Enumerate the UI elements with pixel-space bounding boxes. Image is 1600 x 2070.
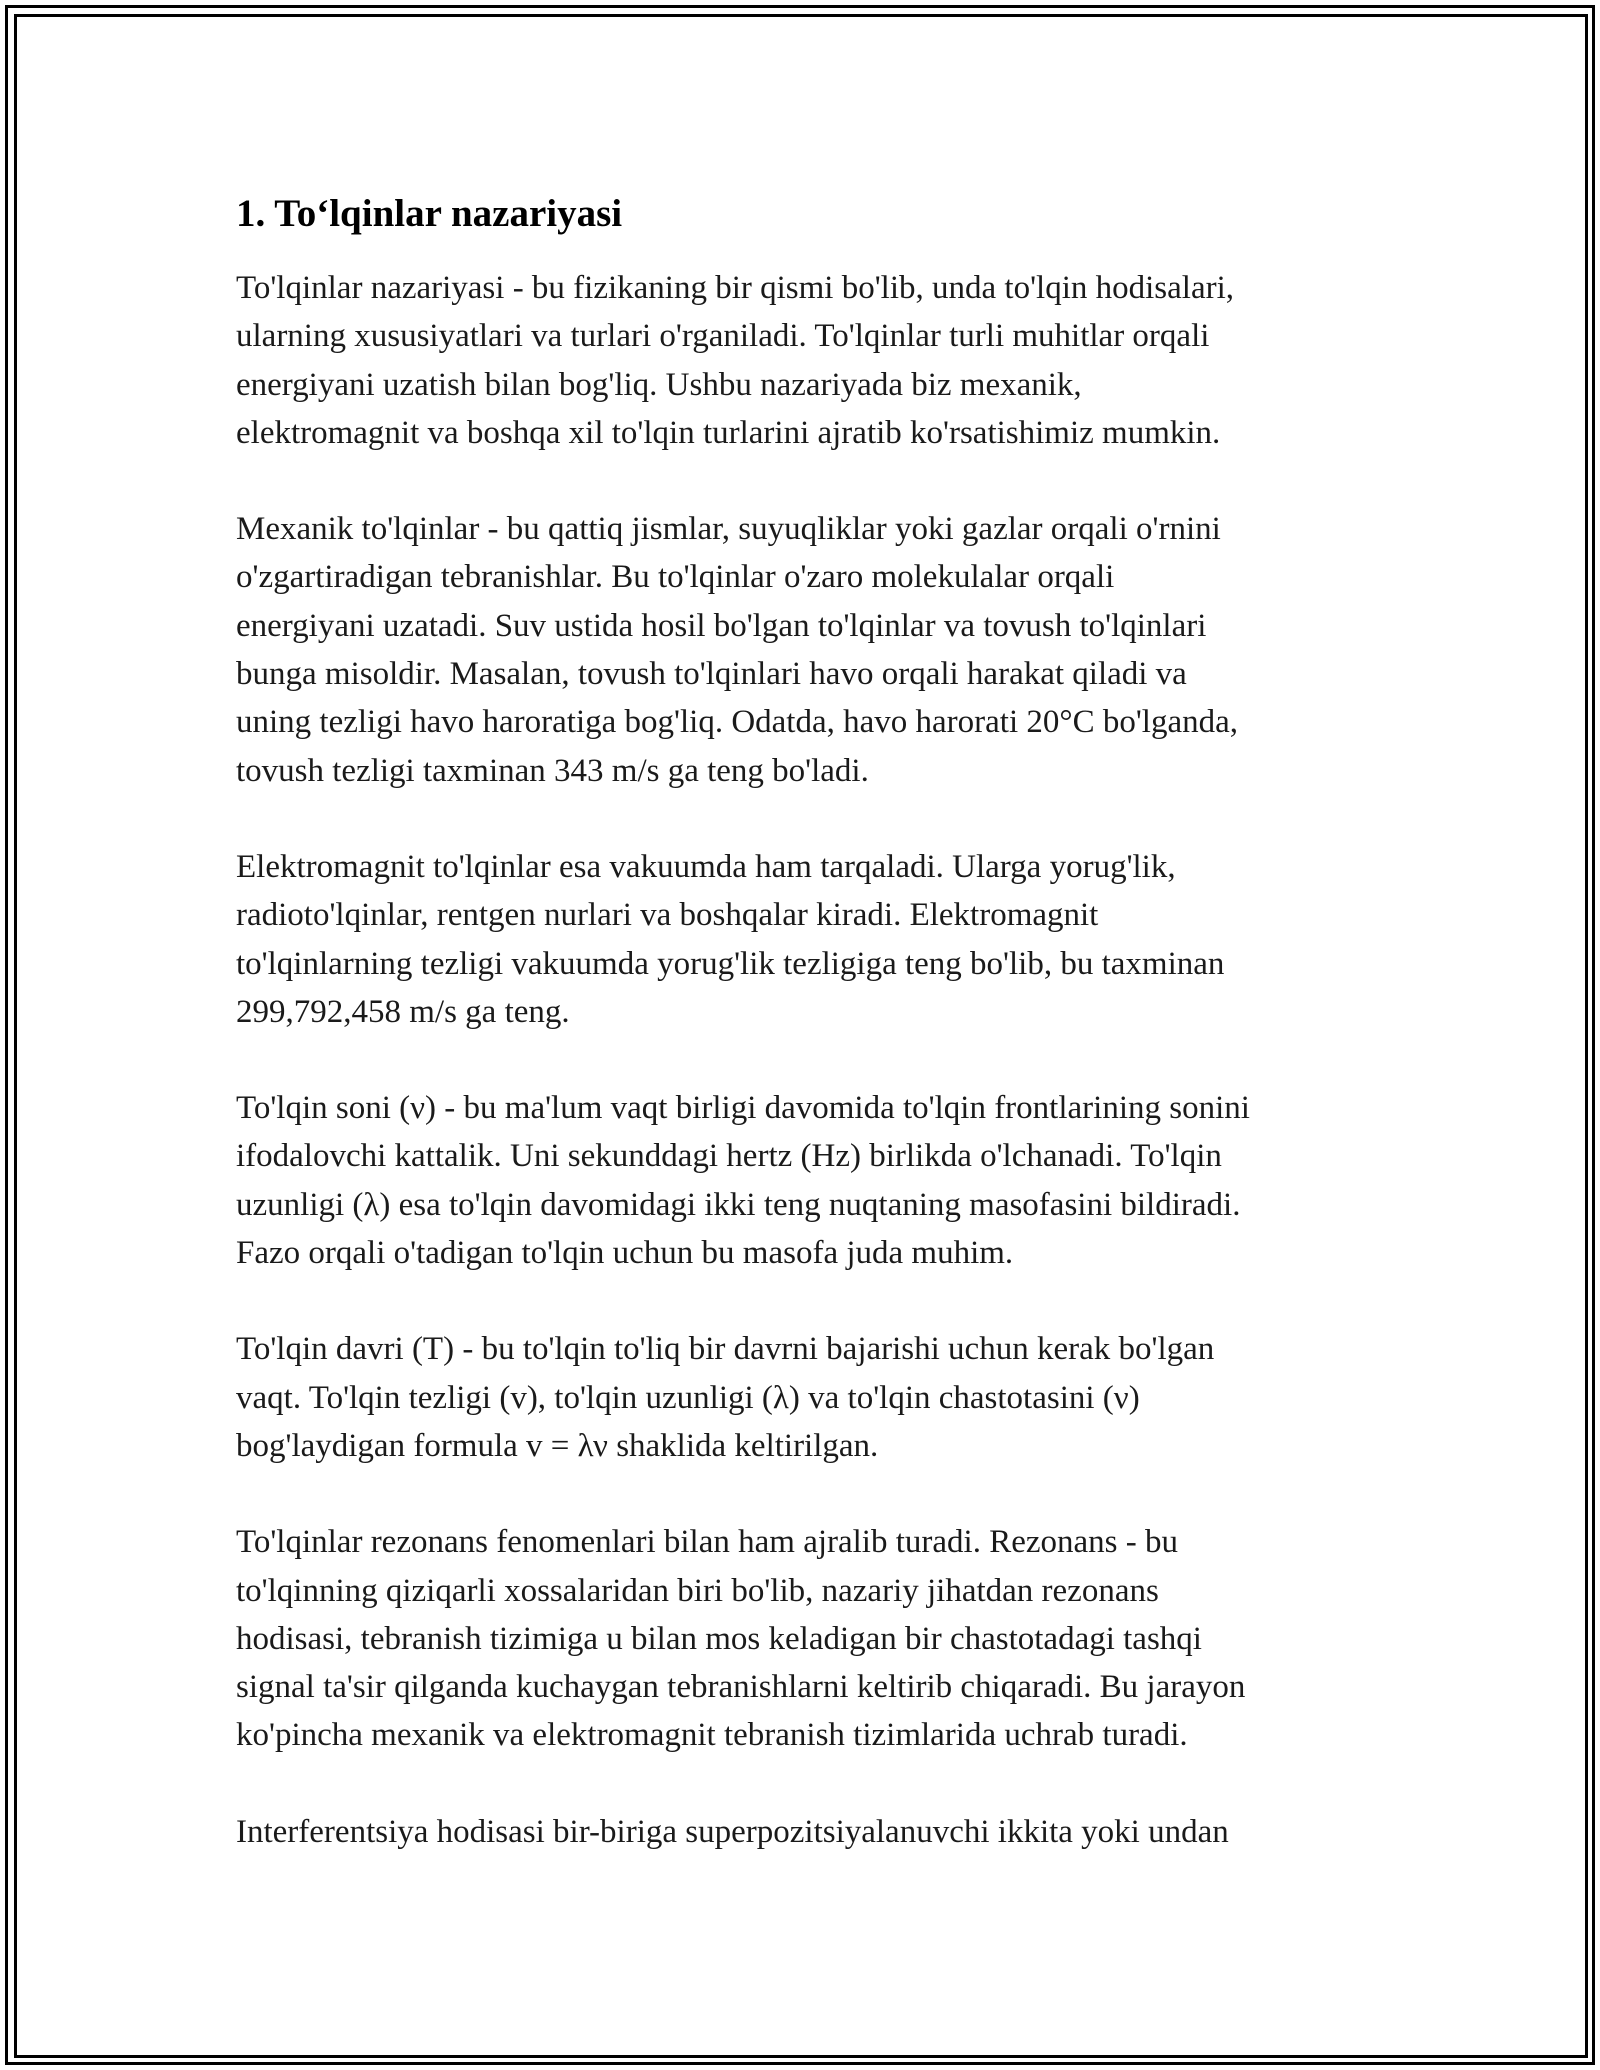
paragraph-wave-theory-intro: To'lqinlar nazariyasi - bu fizikaning bir qismi bo'lib, unda to'lqin hodisalari, ularning xususiyatlari va turlari o'rganiladi. To'lqinlar turli muhitlar orqali energiyani uzatish bilan bog'liq. Ushbu nazariyada biz mexanik, elektromagnit va boshqa xil to'lqin turlarini ajratib ko'rsatishimiz mumkin. bbox=[236, 270, 1234, 451]
paragraph-wave-period: To'lqin davri (T) - bu to'lqin to'liq bir davrni bajarishi uchun kerak bo'lgan vaqt. To'lqin tezligi (v), to'lqin uzunligi (λ) va to'lqin chastotasini (ν) bog'laydigan formula v = λν shaklida keltirilgan. bbox=[236, 1331, 1215, 1464]
paragraph-interference: Interferentsiya hodisasi bir-biriga superpozitsiyalanuvchi ikkita yoki undan bbox=[236, 1813, 1229, 1850]
paragraph-wave-number: To'lqin soni (ν) - bu ma'lum vaqt birligi davomida to'lqin frontlarining sonini ifodalovchi kattalik. Uni sekunddagi hertz (Hz) birlikda o'lchanadi. To'lqin uzunligi (λ) esa to'lqin davomidagi ikki teng nuqtaning masofasini bildiradi. Fazo orqali o'tadigan to'lqin uchun bu masofa juda muhim. bbox=[236, 1090, 1250, 1272]
document-body bbox=[236, 185, 1376, 1904]
paragraph-resonance: To'lqinlar rezonans fenomenlari bilan ham ajralib turadi. Rezonans - bu to'lqinning qiziqarli xossalaridan biri bo'lib, nazariy jihatdan rezonans hodisasi, tebranish tizimiga u bilan mos keladigan bir chastotadagi tashqi signal ta'sir qilganda kuchaygan tebranishlarni keltirib chiqaradi. Bu jarayon ko'pincha mexanik va elektromagnit tebranish tizimlarida uchrab turadi. bbox=[236, 1524, 1246, 1754]
paragraph-electromagnetic-waves: Elektromagnit to'lqinlar esa vakuumda ham tarqaladi. Ularga yorug'lik, radioto'lqinlar, rentgen nurlari va boshqalar kiradi. Elektromagnit to'lqinlarning tezligi vakuumda yorug'lik tezligiga teng bo'lib, bu taxminan 299,792,458 m/s ga teng. bbox=[236, 848, 1225, 1030]
paragraph-mechanical-waves: Mexanik to'lqinlar - bu qattiq jismlar, suyuqliklar yoki gazlar orqali o'rnini o'zgartiradigan tebranishlar. Bu to'lqinlar o'zaro molekulalar orqali energiyani uzatadi. Suv ustida hosil bo'lgan to'lqinlar va tovush to'lqinlari bunga misoldir. Masalan, tovush to'lqinlari havo orqali harakat qiladi va uning tezligi havo haroratiga bog'liq. Odatda, havo harorati 20°C bo'lganda, tovush tezligi taxminan 343 m/s ga teng bo'ladi. bbox=[236, 511, 1238, 789]
section-heading: 1. To‘lqinlar nazariyasi bbox=[236, 192, 623, 235]
